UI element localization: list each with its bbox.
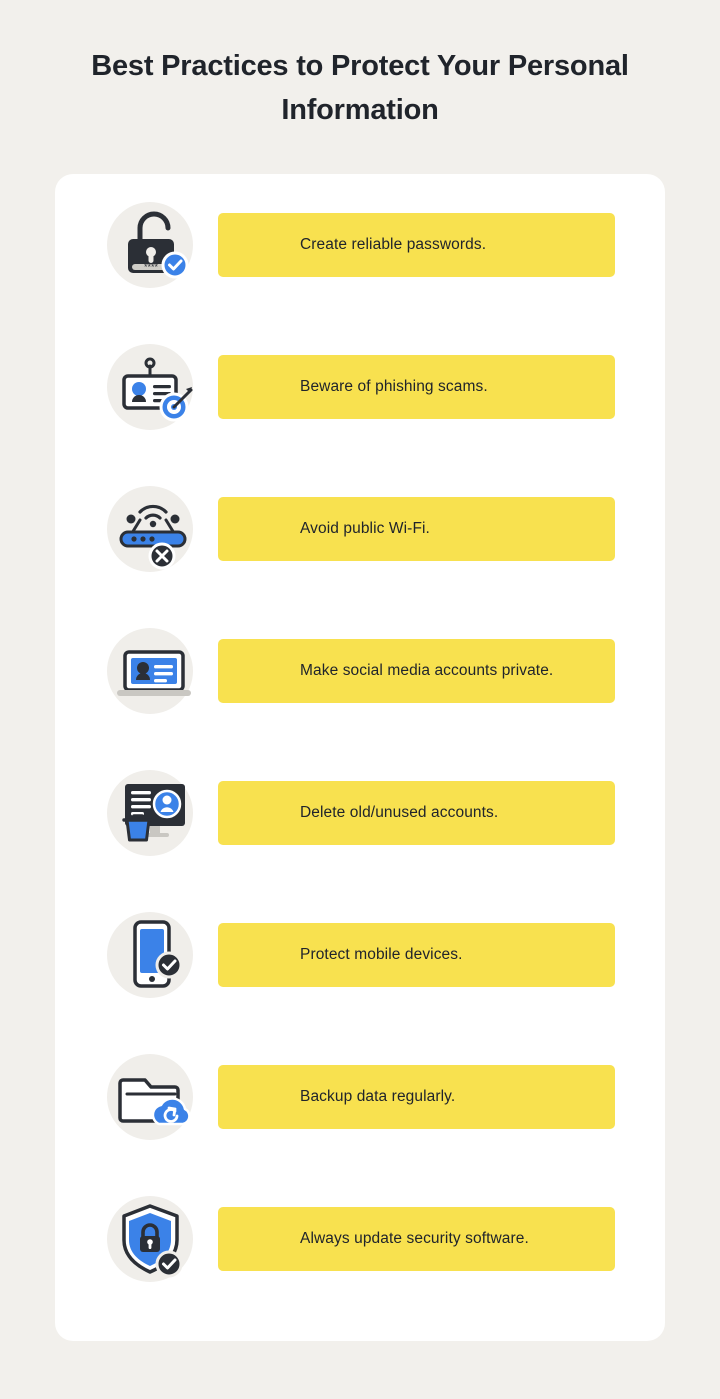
icon-container: [107, 1054, 217, 1140]
laptop-profile-icon: [107, 628, 217, 714]
list-item: [55, 344, 665, 430]
list-item: [55, 1054, 665, 1140]
open-padlock-icon: [107, 202, 217, 288]
icon-container: [107, 344, 217, 430]
practice-bar: [218, 781, 615, 845]
practice-label: Backup data regularly.: [300, 1088, 456, 1105]
monitor-trash-account-icon: [107, 770, 217, 856]
page-title: Best Practices to Protect Your Personal Information: [91, 50, 629, 126]
practice-bar: [218, 923, 615, 987]
icon-container: [107, 1196, 217, 1282]
practice-bar: [218, 639, 615, 703]
practice-label: Protect mobile devices.: [300, 946, 463, 963]
list-item: [55, 486, 665, 572]
wifi-router-blocked-icon: [107, 486, 217, 572]
icon-container: [107, 486, 217, 572]
list-item: [55, 1196, 665, 1282]
list-item: [55, 912, 665, 998]
practice-label: Delete old/unused accounts.: [300, 804, 499, 821]
icon-container: [107, 628, 217, 714]
practice-label: Make social media accounts private.: [300, 662, 554, 679]
smartphone-check-icon: [107, 912, 217, 998]
practice-label: Create reliable passwords.: [300, 236, 487, 253]
folder-cloud-backup-icon: [107, 1054, 217, 1140]
practices-card: [55, 174, 665, 1341]
practice-bar: [218, 1207, 615, 1271]
icon-container: [107, 202, 217, 288]
practice-bar: [218, 213, 615, 277]
icon-container: [107, 912, 217, 998]
practice-label: Always update security software.: [300, 1230, 529, 1247]
practices-list: [55, 202, 665, 1282]
id-card-target-icon: [107, 344, 217, 430]
list-item: [55, 770, 665, 856]
shield-lock-check-icon: [107, 1196, 217, 1282]
practice-label: Beware of phishing scams.: [300, 378, 488, 395]
list-item: [55, 628, 665, 714]
practice-bar: [218, 1065, 615, 1129]
list-item: [55, 202, 665, 288]
svg-text:****: ****: [143, 262, 159, 272]
practice-label: Avoid public Wi-Fi.: [300, 520, 430, 537]
icon-container: [107, 770, 217, 856]
practice-bar: [218, 355, 615, 419]
practice-bar: [218, 497, 615, 561]
